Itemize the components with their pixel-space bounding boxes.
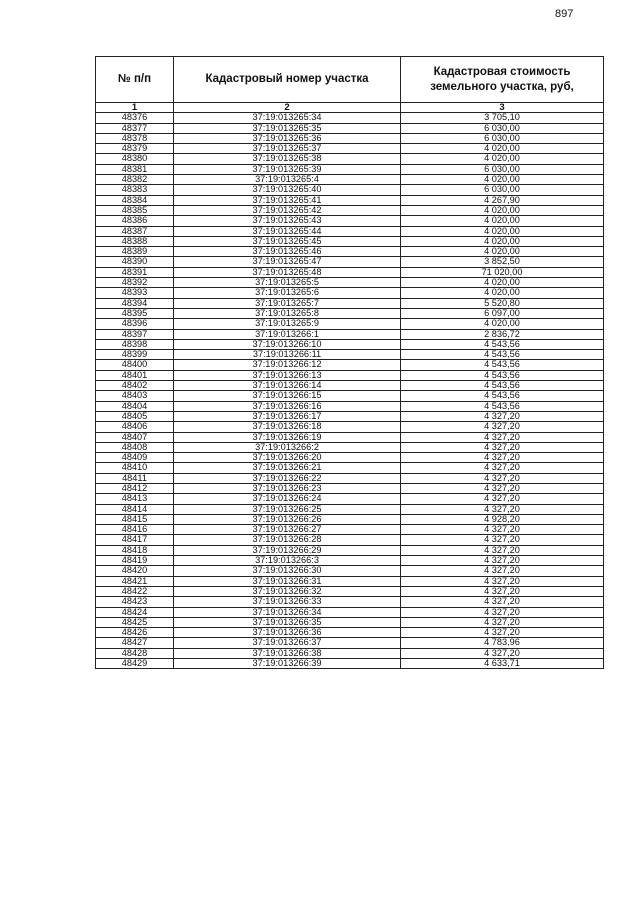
cadastral-number-cell: 37:19:013266:15 xyxy=(174,391,401,401)
cadastral-value-cell: 4 327,20 xyxy=(401,473,604,483)
cadastral-number-cell: 37:19:013266:38 xyxy=(174,648,401,658)
row-index-cell: 48393 xyxy=(96,288,174,298)
column-number: 1 xyxy=(96,103,174,113)
cadastral-number-cell: 37:19:013266:19 xyxy=(174,432,401,442)
cadastral-value-cell: 4 327,20 xyxy=(401,442,604,452)
cadastral-number-cell: 37:19:013266:14 xyxy=(174,381,401,391)
row-index-cell: 48392 xyxy=(96,278,174,288)
cadastral-value-cell: 4 020,00 xyxy=(401,319,604,329)
cadastral-value-cell: 4 020,00 xyxy=(401,278,604,288)
cadastral-number-cell: 37:19:013266:27 xyxy=(174,525,401,535)
cadastral-value-cell: 4 783,96 xyxy=(401,638,604,648)
row-index-cell: 48387 xyxy=(96,226,174,236)
row-index-cell: 48400 xyxy=(96,360,174,370)
cadastral-value-cell: 4 327,20 xyxy=(401,617,604,627)
cadastral-number-cell: 37:19:013265:39 xyxy=(174,164,401,174)
cadastral-number-cell: 37:19:013266:20 xyxy=(174,453,401,463)
cadastral-value-cell: 4 020,00 xyxy=(401,247,604,257)
cadastral-number-cell: 37:19:013266:36 xyxy=(174,628,401,638)
table-row xyxy=(96,113,604,123)
cadastral-number-cell: 37:19:013265:48 xyxy=(174,267,401,277)
table-row xyxy=(96,133,604,143)
cadastral-number-cell: 37:19:013265:45 xyxy=(174,236,401,246)
table-body xyxy=(96,113,604,669)
table-row xyxy=(96,123,604,133)
header-index: № п/п xyxy=(96,57,174,103)
row-index-cell: 48413 xyxy=(96,494,174,504)
cadastral-value-cell: 4 633,71 xyxy=(401,659,604,669)
cadastral-value-cell: 4 327,20 xyxy=(401,453,604,463)
row-index-cell: 48405 xyxy=(96,411,174,421)
cadastral-value-cell: 6 030,00 xyxy=(401,123,604,133)
row-index-cell: 48388 xyxy=(96,236,174,246)
cadastral-value-cell: 4 020,00 xyxy=(401,226,604,236)
cadastral-value-cell: 4 543,56 xyxy=(401,401,604,411)
row-index-cell: 48427 xyxy=(96,638,174,648)
cadastral-value-cell: 4 327,20 xyxy=(401,525,604,535)
table-row xyxy=(96,391,604,401)
cadastral-value-cell: 4 543,56 xyxy=(401,391,604,401)
table-row xyxy=(96,185,604,195)
cadastral-number-cell: 37:19:013266:30 xyxy=(174,566,401,576)
row-index-cell: 48404 xyxy=(96,401,174,411)
row-index-cell: 48384 xyxy=(96,195,174,205)
table-row xyxy=(96,556,604,566)
page-number: 897 xyxy=(555,8,574,20)
row-index-cell: 48395 xyxy=(96,308,174,318)
row-index-cell: 48419 xyxy=(96,556,174,566)
table-row xyxy=(96,473,604,483)
row-index-cell: 48381 xyxy=(96,164,174,174)
table-row xyxy=(96,586,604,596)
column-number: 3 xyxy=(401,103,604,113)
row-index-cell: 48409 xyxy=(96,453,174,463)
cadastral-number-cell: 37:19:013265:5 xyxy=(174,278,401,288)
cadastral-value-cell: 4 020,00 xyxy=(401,288,604,298)
cadastral-value-cell: 2 836,72 xyxy=(401,329,604,339)
row-index-cell: 48407 xyxy=(96,432,174,442)
table-row xyxy=(96,453,604,463)
cadastral-number-cell: 37:19:013266:24 xyxy=(174,494,401,504)
row-index-cell: 48424 xyxy=(96,607,174,617)
cadastral-number-cell: 37:19:013266:32 xyxy=(174,586,401,596)
cadastral-number-cell: 37:19:013266:31 xyxy=(174,576,401,586)
cadastral-value-cell: 4 327,20 xyxy=(401,494,604,504)
cadastral-value-cell: 4 928,20 xyxy=(401,514,604,524)
cadastral-value-cell: 4 327,20 xyxy=(401,566,604,576)
row-index-cell: 48383 xyxy=(96,185,174,195)
table-row xyxy=(96,164,604,174)
row-index-cell: 48377 xyxy=(96,123,174,133)
row-index-cell: 48402 xyxy=(96,381,174,391)
cadastral-number-cell: 37:19:013265:42 xyxy=(174,205,401,215)
table-row xyxy=(96,216,604,226)
cadastral-value-cell: 4 267,90 xyxy=(401,195,604,205)
table-row xyxy=(96,226,604,236)
cadastral-value-cell: 4 543,56 xyxy=(401,370,604,380)
cadastral-number-cell: 37:19:013265:44 xyxy=(174,226,401,236)
row-index-cell: 48390 xyxy=(96,257,174,267)
row-index-cell: 48411 xyxy=(96,473,174,483)
cadastral-value-cell: 6 030,00 xyxy=(401,185,604,195)
cadastral-value-cell: 4 327,20 xyxy=(401,648,604,658)
cadastral-number-cell: 37:19:013265:9 xyxy=(174,319,401,329)
cadastral-value-cell: 4 327,20 xyxy=(401,556,604,566)
table-row xyxy=(96,617,604,627)
table-row xyxy=(96,144,604,154)
column-number-row xyxy=(96,103,604,113)
row-index-cell: 48420 xyxy=(96,566,174,576)
row-index-cell: 48426 xyxy=(96,628,174,638)
cadastral-value-cell: 4 020,00 xyxy=(401,175,604,185)
cadastral-value-cell: 4 543,56 xyxy=(401,360,604,370)
table-row xyxy=(96,494,604,504)
row-index-cell: 48398 xyxy=(96,339,174,349)
cadastral-number-cell: 37:19:013266:3 xyxy=(174,556,401,566)
row-index-cell: 48408 xyxy=(96,442,174,452)
cadastral-number-cell: 37:19:013266:10 xyxy=(174,339,401,349)
cadastral-value-cell: 3 705,10 xyxy=(401,113,604,123)
header-cadastral-value: Кадастровая стоимость земельного участка, руб, xyxy=(401,57,604,103)
table-row xyxy=(96,483,604,493)
cadastral-number-cell: 37:19:013265:47 xyxy=(174,257,401,267)
cadastral-number-cell: 37:19:013266:34 xyxy=(174,607,401,617)
cadastral-value-cell: 4 327,20 xyxy=(401,628,604,638)
cadastral-number-cell: 37:19:013266:21 xyxy=(174,463,401,473)
row-index-cell: 48401 xyxy=(96,370,174,380)
table-row xyxy=(96,257,604,267)
cadastral-table xyxy=(95,56,604,669)
table-row xyxy=(96,205,604,215)
cadastral-value-cell: 5 520,80 xyxy=(401,298,604,308)
cadastral-value-cell: 4 327,20 xyxy=(401,432,604,442)
table-row xyxy=(96,607,604,617)
cadastral-number-cell: 37:19:013266:13 xyxy=(174,370,401,380)
row-index-cell: 48425 xyxy=(96,617,174,627)
cadastral-value-cell: 4 020,00 xyxy=(401,216,604,226)
table-row xyxy=(96,339,604,349)
row-index-cell: 48380 xyxy=(96,154,174,164)
cadastral-number-cell: 37:19:013265:4 xyxy=(174,175,401,185)
cadastral-number-cell: 37:19:013265:7 xyxy=(174,298,401,308)
table-row xyxy=(96,298,604,308)
table-row xyxy=(96,463,604,473)
row-index-cell: 48428 xyxy=(96,648,174,658)
table-row xyxy=(96,381,604,391)
row-index-cell: 48397 xyxy=(96,329,174,339)
cadastral-number-cell: 37:19:013266:35 xyxy=(174,617,401,627)
table-row xyxy=(96,278,604,288)
table-row xyxy=(96,659,604,669)
cadastral-number-cell: 37:19:013266:39 xyxy=(174,659,401,669)
row-index-cell: 48403 xyxy=(96,391,174,401)
cadastral-value-cell: 4 543,56 xyxy=(401,381,604,391)
row-index-cell: 48415 xyxy=(96,514,174,524)
cadastral-value-cell: 4 327,20 xyxy=(401,535,604,545)
cadastral-number-cell: 37:19:013266:17 xyxy=(174,411,401,421)
cadastral-value-cell: 4 327,20 xyxy=(401,422,604,432)
cadastral-number-cell: 37:19:013265:6 xyxy=(174,288,401,298)
cadastral-number-cell: 37:19:013265:36 xyxy=(174,133,401,143)
table-row xyxy=(96,628,604,638)
table-row xyxy=(96,648,604,658)
row-index-cell: 48416 xyxy=(96,525,174,535)
table-row xyxy=(96,329,604,339)
cadastral-number-cell: 37:19:013266:33 xyxy=(174,597,401,607)
row-index-cell: 48389 xyxy=(96,247,174,257)
cadastral-number-cell: 37:19:013265:8 xyxy=(174,308,401,318)
table-row xyxy=(96,576,604,586)
row-index-cell: 48382 xyxy=(96,175,174,185)
cadastral-value-cell: 71 020,00 xyxy=(401,267,604,277)
cadastral-number-cell: 37:19:013265:43 xyxy=(174,216,401,226)
table-row xyxy=(96,514,604,524)
cadastral-number-cell: 37:19:013265:34 xyxy=(174,113,401,123)
cadastral-number-cell: 37:19:013266:37 xyxy=(174,638,401,648)
table-row xyxy=(96,401,604,411)
cadastral-value-cell: 4 020,00 xyxy=(401,144,604,154)
row-index-cell: 48386 xyxy=(96,216,174,226)
cadastral-number-cell: 37:19:013266:16 xyxy=(174,401,401,411)
table-row xyxy=(96,319,604,329)
cadastral-number-cell: 37:19:013266:11 xyxy=(174,350,401,360)
cadastral-value-cell: 4 020,00 xyxy=(401,205,604,215)
row-index-cell: 48385 xyxy=(96,205,174,215)
row-index-cell: 48379 xyxy=(96,144,174,154)
table-row xyxy=(96,247,604,257)
cadastral-value-cell: 6 030,00 xyxy=(401,133,604,143)
table-row xyxy=(96,535,604,545)
cadastral-value-cell: 3 852,50 xyxy=(401,257,604,267)
row-index-cell: 48423 xyxy=(96,597,174,607)
cadastral-number-cell: 37:19:013266:28 xyxy=(174,535,401,545)
cadastral-number-cell: 37:19:013266:2 xyxy=(174,442,401,452)
row-index-cell: 48391 xyxy=(96,267,174,277)
cadastral-value-cell: 4 327,20 xyxy=(401,483,604,493)
table-row xyxy=(96,360,604,370)
cadastral-value-cell: 4 327,20 xyxy=(401,504,604,514)
table-row xyxy=(96,597,604,607)
table-row xyxy=(96,411,604,421)
column-number: 2 xyxy=(174,103,401,113)
table-row xyxy=(96,504,604,514)
table-row xyxy=(96,267,604,277)
row-index-cell: 48421 xyxy=(96,576,174,586)
row-index-cell: 48414 xyxy=(96,504,174,514)
header-row xyxy=(96,57,604,103)
table-row xyxy=(96,370,604,380)
cadastral-number-cell: 37:19:013266:26 xyxy=(174,514,401,524)
table-row xyxy=(96,175,604,185)
cadastral-number-cell: 37:19:013266:25 xyxy=(174,504,401,514)
row-index-cell: 48399 xyxy=(96,350,174,360)
cadastral-number-cell: 37:19:013265:37 xyxy=(174,144,401,154)
cadastral-number-cell: 37:19:013265:41 xyxy=(174,195,401,205)
cadastral-value-cell: 4 327,20 xyxy=(401,411,604,421)
cadastral-number-cell: 37:19:013266:1 xyxy=(174,329,401,339)
cadastral-number-cell: 37:19:013265:38 xyxy=(174,154,401,164)
table-row xyxy=(96,154,604,164)
row-index-cell: 48394 xyxy=(96,298,174,308)
cadastral-number-cell: 37:19:013266:29 xyxy=(174,545,401,555)
cadastral-number-cell: 37:19:013266:12 xyxy=(174,360,401,370)
row-index-cell: 48376 xyxy=(96,113,174,123)
cadastral-value-cell: 4 327,20 xyxy=(401,576,604,586)
cadastral-value-cell: 4 020,00 xyxy=(401,236,604,246)
table-row xyxy=(96,638,604,648)
cadastral-value-cell: 4 327,20 xyxy=(401,607,604,617)
cadastral-value-cell: 6 030,00 xyxy=(401,164,604,174)
row-index-cell: 48412 xyxy=(96,483,174,493)
cadastral-number-cell: 37:19:013265:46 xyxy=(174,247,401,257)
cadastral-number-cell: 37:19:013266:23 xyxy=(174,483,401,493)
table-row xyxy=(96,422,604,432)
cadastral-number-cell: 37:19:013265:40 xyxy=(174,185,401,195)
table-row xyxy=(96,525,604,535)
table-row xyxy=(96,545,604,555)
table-row xyxy=(96,566,604,576)
cadastral-value-cell: 4 327,20 xyxy=(401,597,604,607)
cadastral-number-cell: 37:19:013265:35 xyxy=(174,123,401,133)
cadastral-value-cell: 6 097,00 xyxy=(401,308,604,318)
cadastral-value-cell: 4 543,56 xyxy=(401,339,604,349)
table-row xyxy=(96,195,604,205)
row-index-cell: 48422 xyxy=(96,586,174,596)
cadastral-value-cell: 4 327,20 xyxy=(401,586,604,596)
table-row xyxy=(96,442,604,452)
row-index-cell: 48410 xyxy=(96,463,174,473)
table-row xyxy=(96,350,604,360)
table-row xyxy=(96,236,604,246)
cadastral-value-cell: 4 020,00 xyxy=(401,154,604,164)
table-row xyxy=(96,288,604,298)
cadastral-number-cell: 37:19:013266:22 xyxy=(174,473,401,483)
table-row xyxy=(96,432,604,442)
header-cadastral-number: Кадастровый номер участка xyxy=(174,57,401,103)
row-index-cell: 48418 xyxy=(96,545,174,555)
cadastral-value-cell: 4 327,20 xyxy=(401,545,604,555)
row-index-cell: 48417 xyxy=(96,535,174,545)
table-row xyxy=(96,308,604,318)
cadastral-value-cell: 4 327,20 xyxy=(401,463,604,473)
cadastral-value-cell: 4 543,56 xyxy=(401,350,604,360)
row-index-cell: 48396 xyxy=(96,319,174,329)
cadastral-number-cell: 37:19:013266:18 xyxy=(174,422,401,432)
row-index-cell: 48378 xyxy=(96,133,174,143)
row-index-cell: 48406 xyxy=(96,422,174,432)
row-index-cell: 48429 xyxy=(96,659,174,669)
